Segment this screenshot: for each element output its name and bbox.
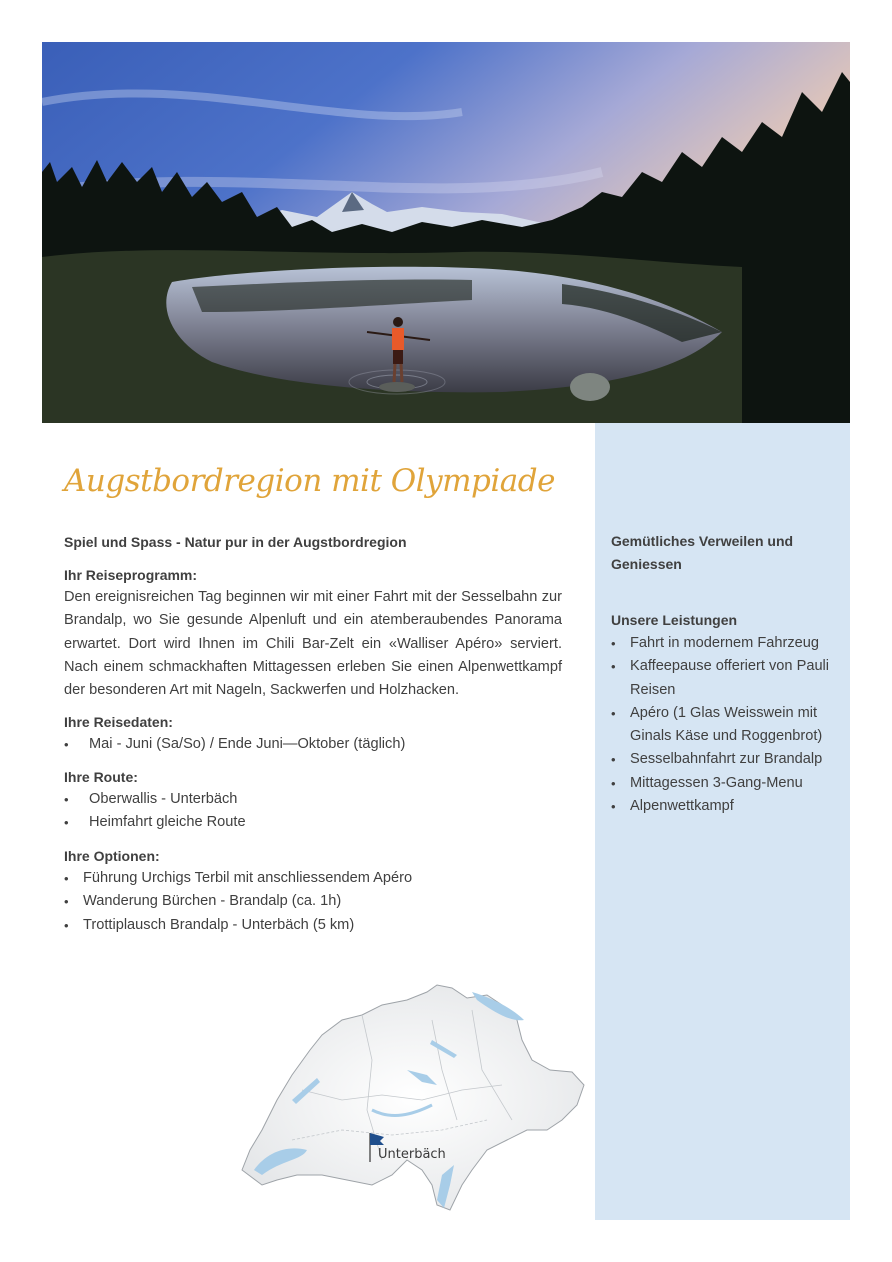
- dates-section: [64, 711, 562, 756]
- list-item: • Oberwallis - Unterbäch: [64, 788, 562, 811]
- services-section: [611, 609, 839, 818]
- bullet-icon: •: [611, 636, 616, 651]
- bullet-icon: •: [64, 737, 69, 752]
- country-outline: [242, 985, 584, 1210]
- list-item: • Trottiplausch Brandalp - Unterbäch (5 km): [64, 914, 562, 937]
- dates-list: [64, 733, 562, 756]
- main-content: [64, 458, 562, 504]
- route-heading: Ihre Route:: [64, 769, 138, 785]
- bullet-icon: •: [611, 659, 616, 675]
- hero-photo: [42, 42, 850, 423]
- list-item: • Alpenwettkampf: [611, 795, 839, 818]
- options-list: [64, 867, 562, 937]
- bullet-icon: •: [64, 917, 69, 933]
- options-heading: Ihre Optionen:: [64, 848, 160, 864]
- subtitle: Spiel und Spass - Natur pur in der Augstbordregion: [64, 534, 407, 550]
- bullet-icon: •: [64, 871, 69, 886]
- dates-heading: Ihre Reisedaten:: [64, 714, 173, 730]
- map-marker-label: Unterbäch: [378, 1147, 446, 1162]
- lake-landscape-image: [42, 42, 850, 423]
- list-item: • Mittagessen 3-Gang-Menu: [611, 772, 839, 795]
- sidebar-tagline: Gemütliches Verweilen und Geniessen: [611, 533, 794, 572]
- list-item: • Wanderung Bürchen - Brandalp (ca. 1h): [64, 890, 562, 913]
- list-item: • Kaffeepause offeriert von Pauli Reisen: [611, 655, 839, 702]
- list-item: • Führung Urchigs Terbil mit anschliessendem Apéro: [64, 867, 562, 890]
- page-title: Augstbordregion mit Olympiade: [64, 463, 555, 499]
- options-section: [64, 845, 562, 937]
- services-list: [611, 632, 839, 818]
- program-text: Den ereignisreichen Tag beginnen wir mit einer Fahrt mit der Sesselbahn zur Brandalp, wo Sie gesunde Alpenluft und ein atemberaubendes Panorama erwartet. Dort wird Ihnen im Chili Bar-Zelt ein «Walliser Apéro» serviert. Nach einem schmackhaften Mittagessen erleben Sie einen Alpenwettkampf der besonderen Art mit Nageln, Sackwerfen und Holzhacken.: [64, 589, 562, 699]
- program-heading: Ihr Reiseprogramm:: [64, 567, 198, 583]
- list-item: • Mai - Juni (Sa/So) / Ende Juni—Oktober (täglich): [64, 733, 562, 756]
- bullet-icon: •: [611, 752, 616, 768]
- list-item: • Fahrt in modernem Fahrzeug: [611, 632, 839, 655]
- bullet-icon: •: [611, 775, 616, 791]
- services-heading: Unsere Leistungen: [611, 612, 738, 628]
- bullet-icon: •: [64, 894, 69, 910]
- list-item: • Sesselbahnfahrt zur Brandalp: [611, 748, 839, 771]
- switzerland-map: [232, 980, 588, 1220]
- route-list: [64, 788, 562, 835]
- list-item: • Heimfahrt gleiche Route: [64, 811, 562, 834]
- program-section: [64, 564, 562, 702]
- bullet-icon: •: [64, 792, 69, 807]
- sidebar-tagline-section: [611, 530, 839, 576]
- map-graphic: [232, 980, 588, 1220]
- bullet-icon: •: [611, 799, 616, 815]
- bullet-icon: •: [64, 815, 69, 831]
- bullet-icon: •: [611, 705, 616, 721]
- list-item: • Apéro (1 Glas Weisswein mit Ginals Käse und Roggenbrot): [611, 702, 839, 749]
- route-section: [64, 766, 562, 835]
